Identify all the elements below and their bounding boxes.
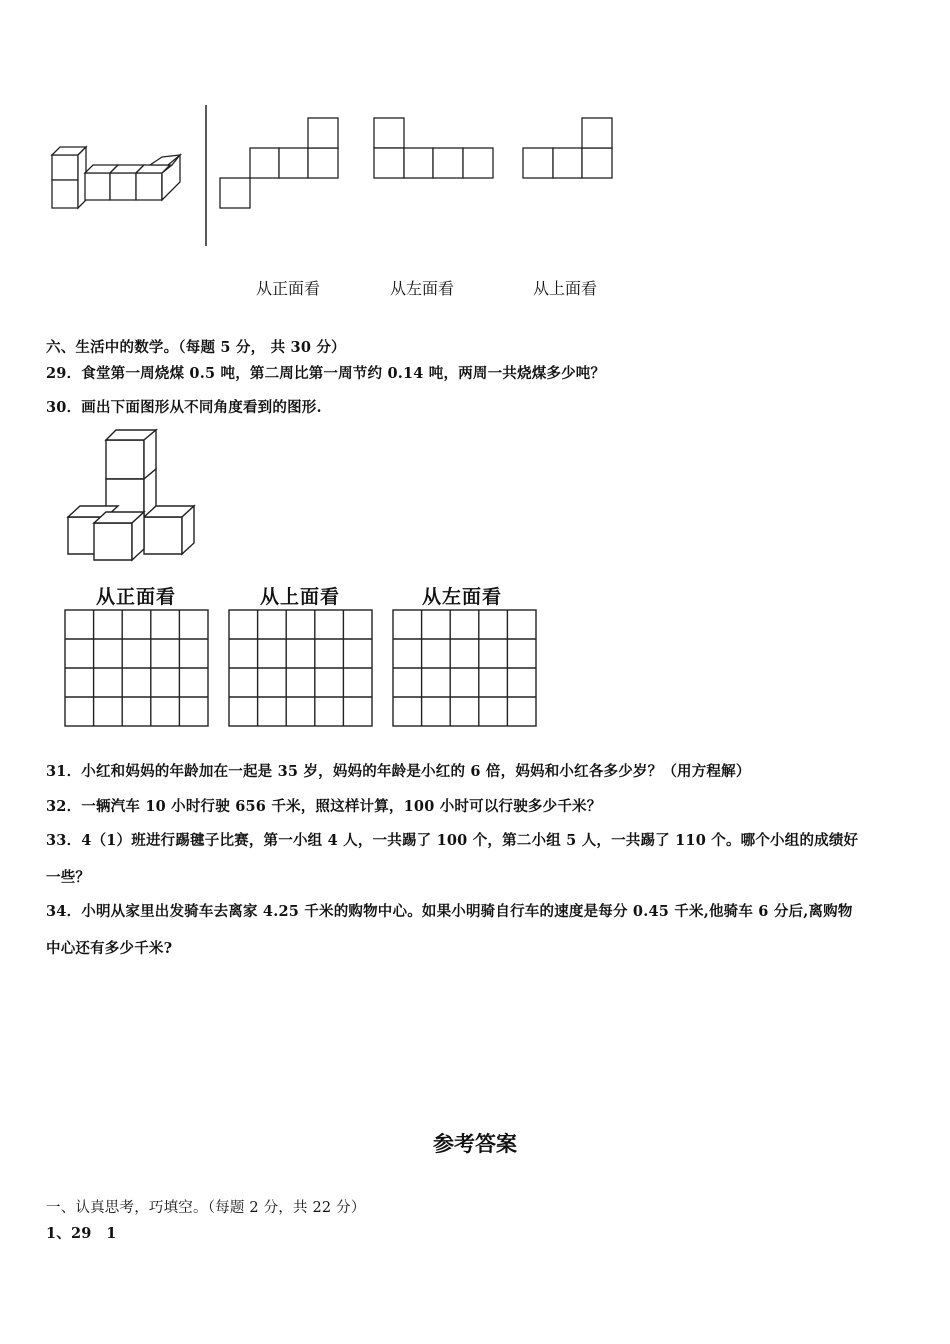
view-square	[374, 148, 404, 178]
answer-title: 参考答案	[433, 1132, 517, 1156]
view-label-left: 从左面看	[390, 279, 455, 298]
view-square	[433, 148, 463, 178]
view-square	[220, 178, 250, 208]
grid-title-top: 从上面看	[260, 586, 341, 608]
view-square	[308, 148, 338, 178]
view-square	[582, 148, 612, 178]
answer-1: 1、29 1	[46, 1225, 117, 1242]
cube-stack-figure	[60, 424, 210, 564]
view-square	[374, 118, 404, 148]
cube-face	[136, 173, 162, 200]
question-32: 32．一辆汽车 10 小时行驶 656 千米，照这样计算，100 小时可以行驶多少千米？	[46, 798, 602, 815]
view-square	[250, 148, 279, 178]
view-square	[582, 118, 612, 148]
view-square	[308, 118, 338, 148]
cube-face	[85, 173, 110, 200]
grid-title-front: 从正面看	[96, 586, 177, 608]
view-label-top: 从上面看	[533, 279, 598, 298]
view-label-front: 从正面看	[256, 279, 321, 298]
answer-section-heading: 一、认真思考，巧填空。（每题 2 分，共 22 分）	[46, 1200, 366, 1216]
question-34-line2: 中心还有多少千米?	[46, 940, 173, 957]
cube-face	[110, 173, 136, 200]
question-33-line2: 一些？	[46, 869, 91, 886]
view-square	[553, 148, 582, 178]
question-34-line1: 34．小明从家里出发骑车去离家 4.25 千米的购物中心。如果小明骑自行车的速度是每分 0.45 千米,他骑车 6 分后,离购物	[46, 903, 853, 920]
view-square	[279, 148, 308, 178]
question-31: 31．小红和妈妈的年龄加在一起是 35 岁，妈妈的年龄是小红的 6 倍，妈妈和小红各多少岁？（用方程解）	[46, 763, 751, 780]
cube-face	[52, 180, 78, 208]
section-heading: 六、生活中的数学。（每题 5 分， 共 30 分）	[46, 339, 346, 356]
question-33-line1: 33．4（1）班进行踢毽子比赛，第一小组 4 人，一共踢了 100 个，第二小组 5 人，一共踢了 110 个。哪个小组的成绩好	[46, 832, 859, 849]
view-square	[404, 148, 433, 178]
cube-face	[52, 155, 78, 180]
top-figure	[40, 100, 640, 260]
answer-grids	[60, 606, 540, 730]
grid-title-left: 从左面看	[422, 586, 503, 608]
view-square	[463, 148, 493, 178]
view-square	[523, 148, 553, 178]
question-30: 30．画出下面图形从不同角度看到的图形.	[46, 399, 322, 416]
question-29: 29．食堂第一周烧煤 0.5 吨，第二周比第一周节约 0.14 吨，两周一共烧煤多少吨？	[46, 365, 606, 382]
